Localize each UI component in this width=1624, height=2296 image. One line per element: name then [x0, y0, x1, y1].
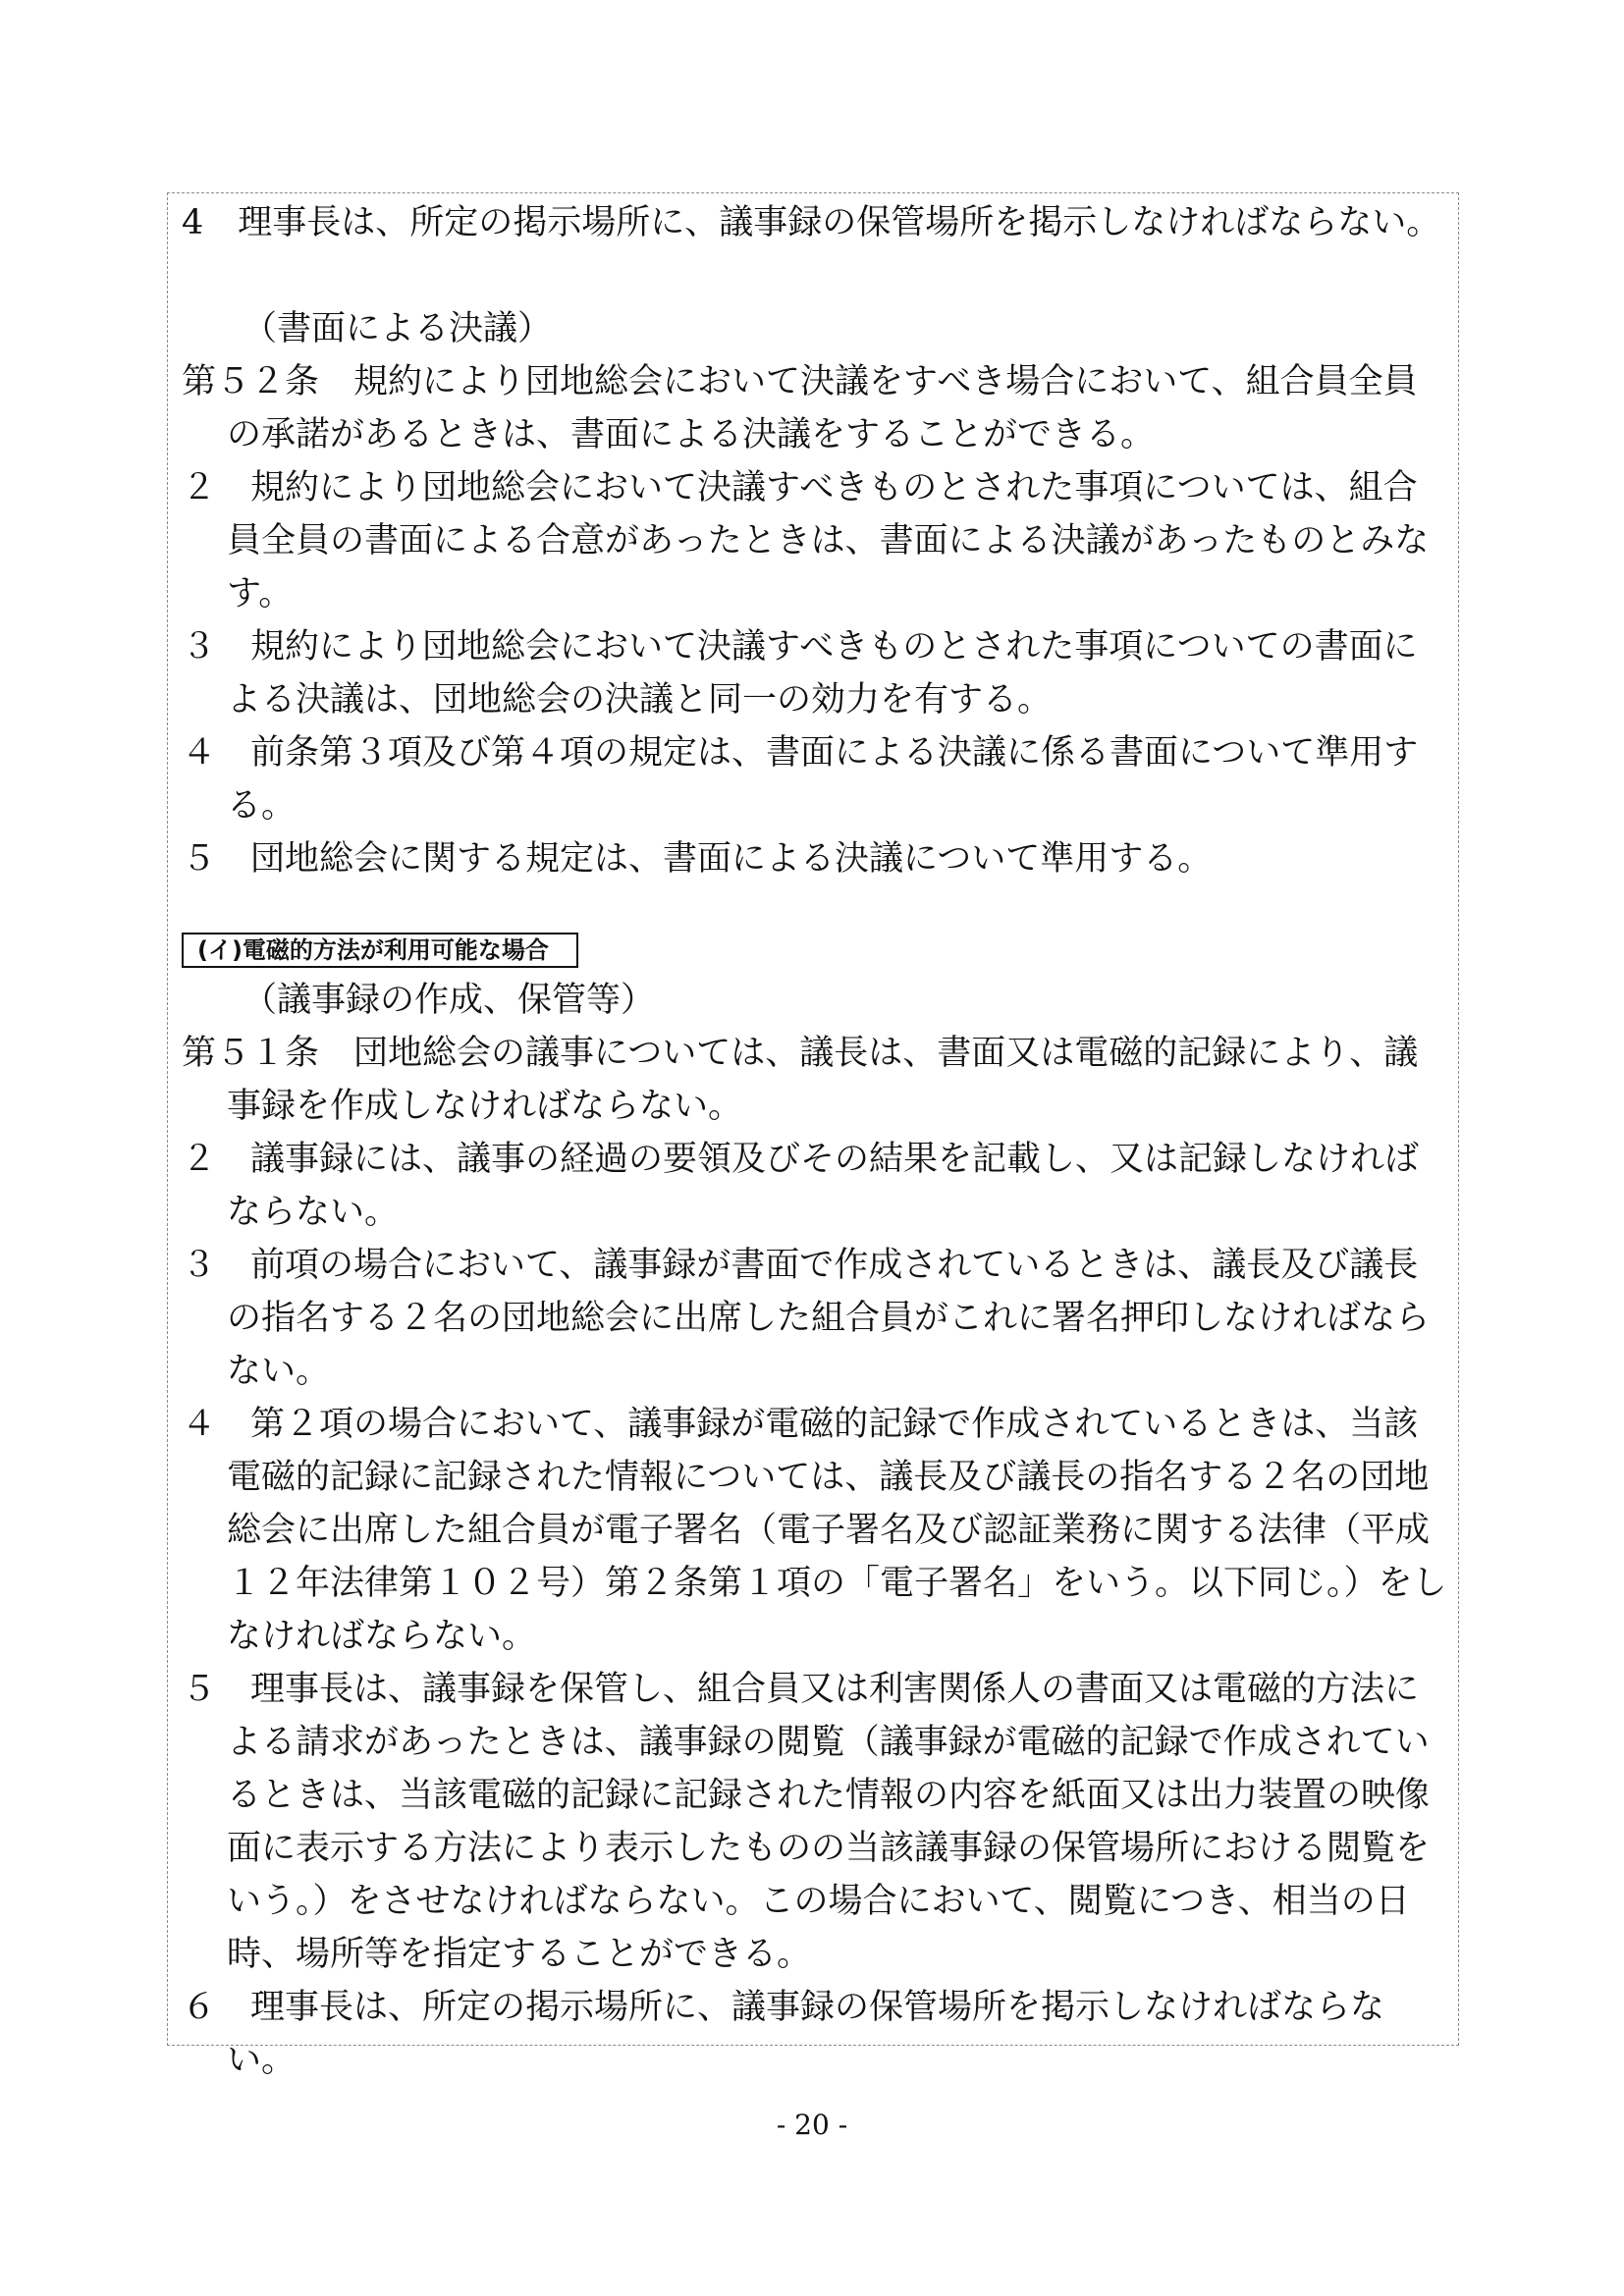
article-51-paragraph-2: ２ 議事録には、議事の経過の要領及びその結果を記載し、又は記録しなければならない。 — [182, 1140, 1420, 1232]
document-body — [182, 196, 1448, 2087]
top-paragraph-4: 4 理事長は、所定の掲示場所に、議事録の保管場所を掲示しなければならない。 — [182, 203, 1441, 242]
article-52-title: （書面による決議） — [243, 309, 553, 348]
article-52-paragraph-1: 第５２条 規約により団地総会において決議をすべき場合において、組合員全員の承諾があるときは、書面による決議をすることができる。 — [182, 362, 1418, 454]
article-51-title: （議事録の作成、保管等） — [243, 981, 656, 1020]
article-51-paragraph-4: ４ 第２項の場合において、議事録が電磁的記録で作成されているときは、当該電磁的記録に記録された情報については、議長及び議長の指名する２名の団地総会に出席した組合員が電子署名（電子署名及び認証業務に関する法律（平成１２年法律第１０２号）第２条第１項の「電子署名」をいう。以下同じ。）をしなければならない。 — [182, 1405, 1447, 1656]
article-52-paragraph-4: ４ 前条第３項及び第４項の規定は、書面による決議に係る書面について準用する。 — [182, 733, 1419, 826]
article-52-paragraph-2: ２ 規約により団地総会において決議すべきものとされた事項については、組合員全員の書面による合意があったときは、書面による決議があったものとみなす。 — [182, 468, 1430, 614]
article-51-paragraph-1: 第５１条 団地総会の議事については、議長は、書面又は電磁的記録により、議事録を作成しなければならない。 — [182, 1034, 1419, 1126]
section-label: (イ)電磁的方法が利用可能な場合 — [182, 933, 578, 968]
article-51-paragraph-6: ６ 理事長は、所定の掲示場所に、議事録の保管場所を掲示しなければならない。 — [182, 1988, 1385, 2080]
spacer — [182, 249, 1448, 302]
spacer — [182, 885, 1448, 921]
article-52-paragraph-3: ３ 規約により団地総会において決議すべきものとされた事項についての書面による決議は、団地総会の決議と同一の効力を有する。 — [182, 627, 1418, 720]
article-52-paragraph-5: ５ 団地総会に関する規定は、書面による決議について準用する。 — [182, 839, 1213, 879]
article-51-paragraph-3: ３ 前項の場合において、議事録が書面で作成されているときは、議長及び議長の指名する２名の団地総会に出席した組合員がこれに署名押印しなければならない。 — [182, 1246, 1431, 1391]
article-51-paragraph-5: ５ 理事長は、議事録を保管し、組合員又は利害関係人の書面又は電磁的方法による請求があったときは、議事録の閲覧（議事録が電磁的記録で作成されているときは、当該電磁的記録に記録された情報の内容を紙面又は出力装置の映像面に表示する方法により表示したものの当該議事録の保管場所における閲覧をいう。）をさせなければならない。この場合において、閲覧につき、相当の日時、場所等を指定することができる。 — [182, 1670, 1431, 1974]
page-number: - 20 - — [776, 2109, 848, 2141]
